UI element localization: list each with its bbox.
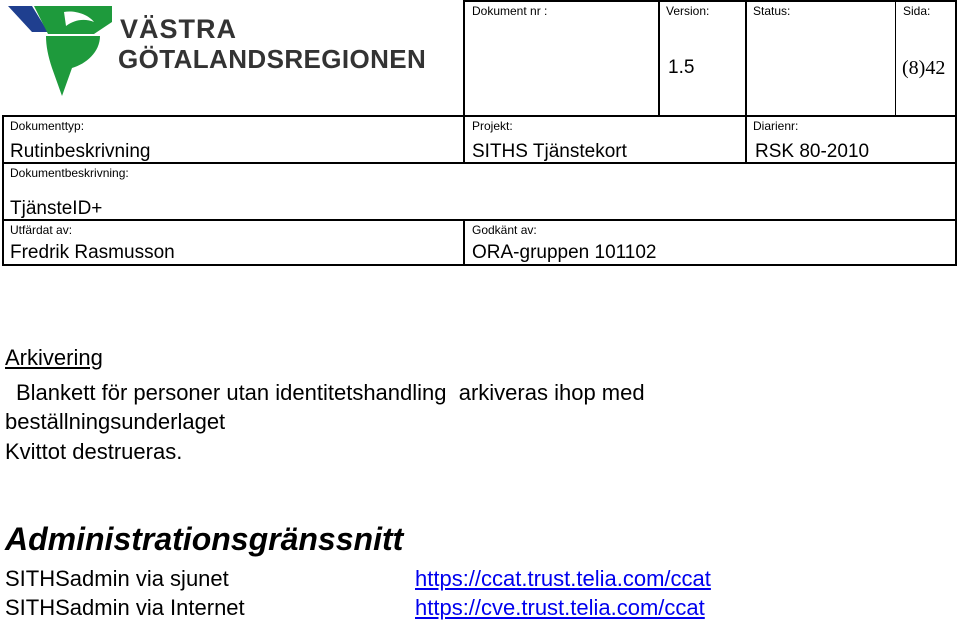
doctype-label: Dokumenttyp: [10,119,85,133]
vgr-logo-mark-icon [8,4,118,100]
arkivering-heading: Arkivering [5,345,103,370]
admin-row-2-label: SITHSadmin via Internet [5,595,245,620]
diarienr-label: Diarienr: [753,119,799,133]
description-label: Dokumentbeskrivning: [10,166,129,180]
meta-border-top [2,115,957,117]
arkivering-line-2: beställningsunderlaget [5,409,226,434]
admin-heading: Administrationsgränssnitt [5,521,404,557]
sida-label: Sida: [903,4,931,18]
version-value: 1.5 [668,57,695,78]
sida-value: (8)42 [902,57,946,79]
project-value: SITHS Tjänstekort [472,141,627,162]
logo-text-line1: VÄSTRA [120,14,238,44]
doc-nr-label: Dokument nr : [472,4,548,18]
meta-col-divider-project [463,115,465,164]
header-border-top [463,0,957,2]
header-border-right [955,0,957,116]
diarienr-value: RSK 80-2010 [755,141,870,162]
vgr-logo [8,4,453,100]
project-label: Projekt: [472,119,513,133]
arkivering-line-1: Blankett för personer utan identitetshandling arkiveras ihop med [16,380,645,405]
header-divider-2 [745,0,747,116]
header-divider-1 [658,0,660,116]
status-label: Status: [753,4,791,18]
issued-by-label: Utfärdat av: [10,223,73,237]
admin-row-1-link[interactable]: https://ccat.trust.telia.com/ccat [415,566,711,591]
doctype-value: Rutinbeskrivning [10,141,151,162]
version-label: Version: [666,4,710,18]
meta-border-bottom [2,264,957,266]
header-divider-3 [895,0,896,116]
description-value: TjänsteID+ [10,198,103,219]
meta-border-left [2,115,4,266]
approved-by-value: ORA-gruppen 101102 [472,242,657,263]
admin-row-1-label: SITHSadmin via sjunet [5,566,229,591]
meta-border-right [955,115,957,266]
meta-col-divider-diarienr [745,115,747,164]
meta-row-divider-2 [2,219,957,221]
issued-by-value: Fredrik Rasmusson [10,242,175,263]
logo-text-line2: GÖTALANDSREGIONEN [118,44,427,74]
approved-by-label: Godkänt av: [472,223,537,237]
meta-col-divider-approved [463,219,465,266]
arkivering-line-3: Kvittot destrueras. [5,439,183,464]
admin-row-2-link[interactable]: https://cve.trust.telia.com/ccat [415,595,705,620]
header-border-left [463,0,465,116]
